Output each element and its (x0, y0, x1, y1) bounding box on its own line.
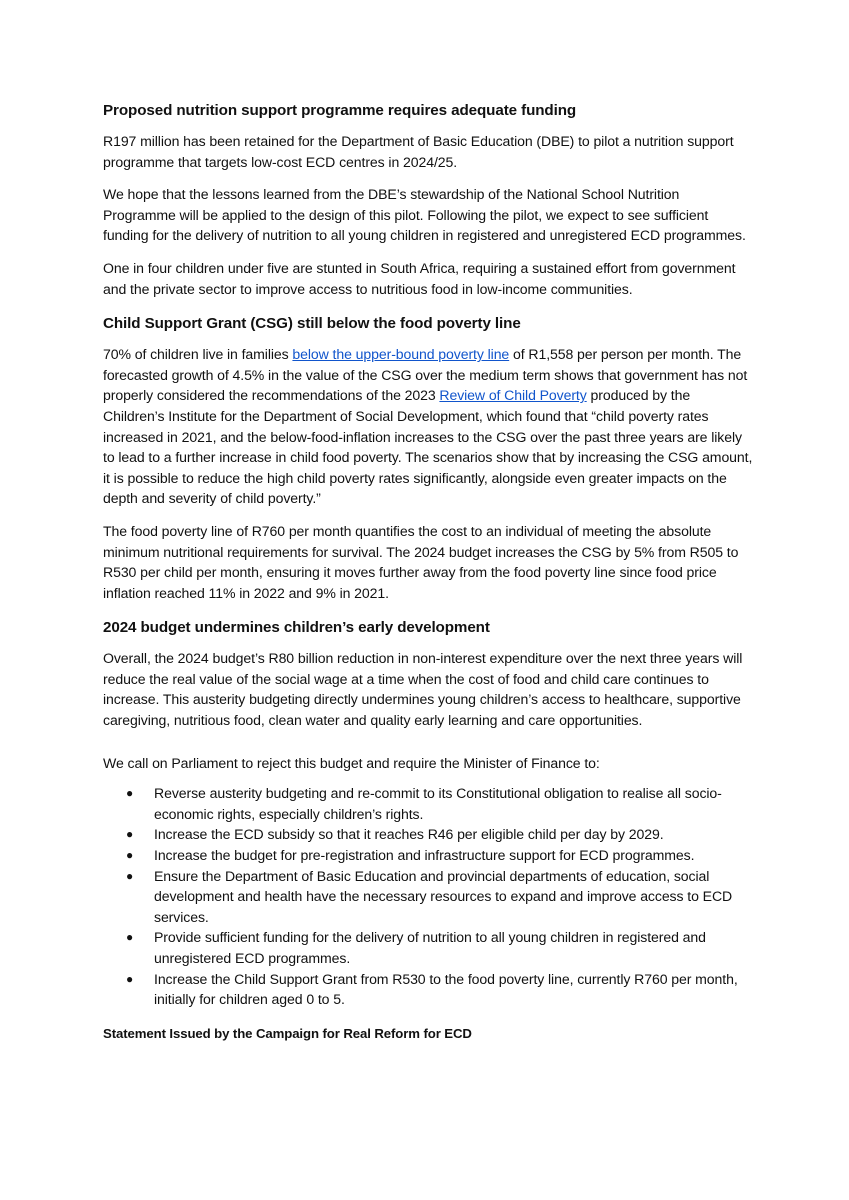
text-fragment: of R1,558 per person per month. The forecasted growth of 4.5% in the value of the CSG over the medium term shows that government has not properly considered the recommendations of the 2023 (103, 346, 748, 404)
document-page (103, 100, 753, 1044)
paragraph-csg-poverty (103, 344, 753, 509)
text-fragment: produced by the Children’s Institute for the Department of Social Development, which found that “child poverty rates increased in 2021, and the below-food-inflation increases to the CSG over the past three years are likely to lead to a further increase in child food poverty. The scenarios show that by increasing the CSG amount, it is possible to reduce the high child poverty rates significantly, alongside even greater impacts on the depth and severity of child poverty.” (103, 387, 753, 507)
paragraph-stunting: One in four children under five are stunted in South Africa, requiring a sustained effort from government and the private sector to improve access to nutritious food in low-income communities. (103, 259, 736, 297)
section-heading-early-development: 2024 budget undermines children’s early development (103, 619, 490, 637)
bullet-icon: ● (126, 868, 134, 883)
list-item (103, 866, 753, 928)
list-item-text: Increase the Child Support Grant from R530 to the food poverty line, currently R760 per month, initially for children aged 0 to 5. (154, 970, 738, 1008)
paragraph-nutrition-funding: R197 million has been retained for the Department of Basic Education (DBE) to pilot a nutrition support programme that targets low-cost ECD centres in 2024/25. (103, 133, 734, 170)
bullet-icon: ● (126, 848, 134, 863)
list-item-text: Increase the budget for pre-registration and infrastructure support for ECD programmes. (154, 847, 695, 864)
paragraph-call-on-parliament: We call on Parliament to reject this budget and require the Minister of Finance to: (103, 754, 600, 771)
section-heading-csg: Child Support Grant (CSG) still below the food poverty line (103, 315, 521, 333)
link-review-of-child-poverty[interactable]: Review of Child Poverty (439, 387, 587, 404)
list-item (103, 824, 753, 845)
paragraph-food-poverty-line: The food poverty line of R760 per month quantifies the cost to an individual of meeting the absolute minimum nutritional requirements for survival. The 2024 budget increases the CSG by 5% from R505 to R530 per child per month, ensuring it moves further away from the food poverty line since food price inflation reached 11% in 2022 and 9% in 2021. (103, 522, 739, 601)
list-item (103, 969, 753, 1010)
list-item-text: Provide sufficient funding for the delivery of nutrition to all young children in registered and unregistered ECD programmes. (154, 929, 706, 966)
list-item-text: Ensure the Department of Basic Education and provincial departments of education, social development and health have the necessary resources to expand and improve access to ECD services. (154, 867, 733, 925)
demands-list (103, 783, 753, 1010)
bullet-icon: ● (126, 971, 134, 986)
link-upper-bound-poverty-line[interactable]: below the upper-bound poverty line (292, 346, 510, 363)
list-item-text: Reverse austerity budgeting and re-commit to its Constitutional obligation to realise all socio-economic rights, especially children’s rights. (154, 785, 722, 822)
list-item (103, 845, 753, 866)
list-item (103, 783, 753, 824)
section-heading-nutrition: Proposed nutrition support programme requires adequate funding (103, 102, 577, 119)
list-item-text: Increase the ECD subsidy so that it reaches R46 per eligible child per day by 2029. (154, 826, 664, 843)
paragraph-nutrition-pilot: We hope that the lessons learned from the DBE’s stewardship of the National School Nutrition Programme will be applied to the design of this pilot. Following the pilot, we expect to see sufficient funding for the delivery of nutrition to all young children in registered and unregistered ECD programmes. (103, 186, 746, 244)
bullet-icon: ● (126, 786, 134, 801)
bullet-icon: ● (126, 827, 134, 842)
statement-signature: Statement Issued by the Campaign for Real Reform for ECD (103, 1025, 472, 1041)
text-fragment: 70% of children live in families (103, 346, 293, 363)
paragraph-austerity: Overall, the 2024 budget’s R80 billion reduction in non-interest expenditure over the next three years will reduce the real value of the social wage at a time when the cost of food and child care continues to increase. This austerity budgeting directly undermines young children’s access to healthcare, supportive caregiving, nutritious food, clean water and quality early learning and care opportunities. (103, 650, 743, 729)
bullet-icon: ● (126, 930, 134, 945)
list-item (103, 927, 753, 968)
